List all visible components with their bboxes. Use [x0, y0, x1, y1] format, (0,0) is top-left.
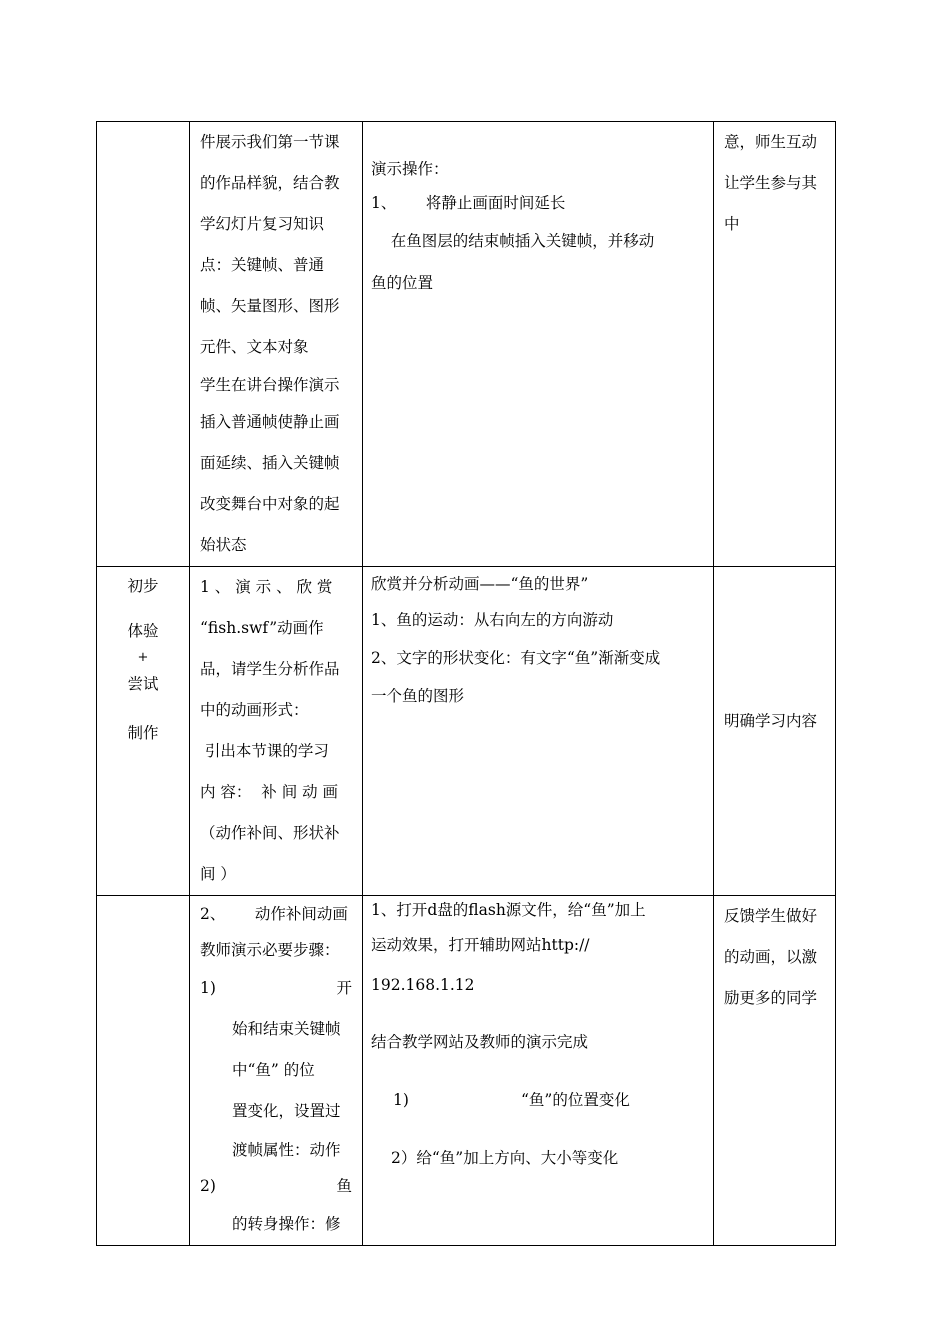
lesson-plan-table — [96, 121, 836, 1246]
text-line: 反馈学生做好 — [724, 907, 818, 925]
text-line: 一个鱼的图形 — [371, 687, 465, 705]
text-line: 运动效果，打开辅助网站http:// — [371, 936, 590, 954]
table-row — [97, 896, 836, 1246]
stage-cell — [97, 122, 190, 567]
text-line: 教师演示必要步骤： — [200, 941, 340, 959]
content-cell — [363, 567, 714, 896]
stage-label: 体验 — [127, 622, 159, 640]
step-2 — [190, 1168, 362, 1204]
substep-1 — [363, 1080, 713, 1120]
stage-label: 初步 — [127, 577, 159, 595]
content-cell — [363, 896, 714, 1246]
activity-cell — [190, 567, 363, 896]
activity-cell — [190, 122, 363, 567]
text-line: 欣赏并分析动画——“鱼的世界” — [371, 575, 589, 593]
text-line: 结合教学网站及教师的演示完成 — [371, 1033, 589, 1051]
text-line: 让学生参与其 — [724, 174, 818, 192]
purpose-cell — [714, 122, 836, 567]
stage-label: + — [137, 650, 149, 665]
text-line: 中的动画形式： — [200, 701, 309, 719]
text-line: 192.168.1.12 — [371, 976, 475, 994]
text-line: 点：关键帧、普通 — [200, 256, 325, 274]
text-line: 面延续、插入关键帧 — [200, 454, 340, 472]
text-line: 在鱼图层的结束帧插入关键帧，并移动 — [371, 232, 655, 250]
stage-label: 制作 — [127, 724, 159, 742]
text-line: 1、打开d盘的flash源文件，给“鱼”加上 — [371, 901, 646, 919]
stage-cell — [97, 896, 190, 1246]
text-line: （动作补间、形状补 — [200, 824, 340, 842]
stage-cell — [97, 567, 190, 896]
text-line: 中 — [724, 215, 740, 233]
content-cell — [363, 122, 714, 567]
text-line: 演示操作： — [371, 160, 449, 178]
table-row — [97, 122, 836, 567]
text-line: 1、 将静止画面时间延长 — [371, 194, 566, 212]
text-line: “鱼”的位置变化 — [521, 1091, 630, 1109]
step-1 — [190, 968, 362, 1009]
text-line: 励更多的同学 — [724, 989, 818, 1007]
step-number: 2) — [200, 1177, 216, 1195]
text-line: 插入普通帧使静止画 — [200, 413, 340, 431]
text-line: 的作品样貌，结合教 — [200, 174, 340, 192]
text-line: 2）给“鱼”加上方向、大小等变化 — [391, 1149, 619, 1167]
text-line: 帧、矢量图形、图形 — [200, 297, 340, 315]
text-line: 开 — [336, 979, 352, 997]
text-line: 元件、文本对象 — [200, 338, 309, 356]
text-line: 始和结束关键帧 — [232, 1020, 341, 1038]
text-line: 2、文字的形状变化：有文字“鱼”渐渐变成 — [371, 649, 661, 667]
text-line: 内 容： 补 间 动 画 — [200, 783, 339, 801]
text-line: 2、 动作补间动画 — [200, 905, 348, 923]
text-line: 鱼的位置 — [371, 274, 434, 292]
text-line: “fish.swf”动画作 — [200, 619, 324, 637]
text-line: 改变舞台中对象的起 — [200, 495, 340, 513]
text-line: 始状态 — [200, 536, 247, 554]
text-line: 学生在讲台操作演示 — [200, 376, 340, 394]
text-line: 意，师生互动 — [724, 133, 818, 151]
text-line: 的动画，以激 — [724, 948, 818, 966]
activity-cell — [190, 896, 363, 1246]
purpose-cell — [714, 896, 836, 1246]
text-line: 明确学习内容 — [724, 712, 818, 730]
text-line: 学幻灯片复习知识 — [200, 215, 325, 233]
text-line: 间 ） — [200, 865, 236, 883]
text-line: 引出本节课的学习 — [200, 742, 329, 760]
text-line: 的转身操作：修 — [232, 1215, 341, 1233]
text-line: 1 、 演 示 、 欣 赏 — [200, 578, 333, 596]
text-line: 置变化，设置过 — [232, 1102, 341, 1120]
text-line: 1、鱼的运动：从右向左的方向游动 — [371, 611, 614, 629]
stage-label: 尝试 — [127, 675, 159, 693]
text-line: 中“鱼” 的位 — [232, 1061, 315, 1079]
text-line: 件展示我们第一节课 — [200, 133, 340, 151]
text-line: 鱼 — [336, 1177, 352, 1195]
step-number: 1) — [200, 979, 216, 997]
purpose-cell — [714, 567, 836, 896]
text-line: 品，请学生分析作品 — [200, 660, 340, 678]
step-number: 1) — [393, 1091, 409, 1109]
table-row — [97, 567, 836, 896]
text-line: 渡帧属性：动作 — [232, 1141, 341, 1159]
